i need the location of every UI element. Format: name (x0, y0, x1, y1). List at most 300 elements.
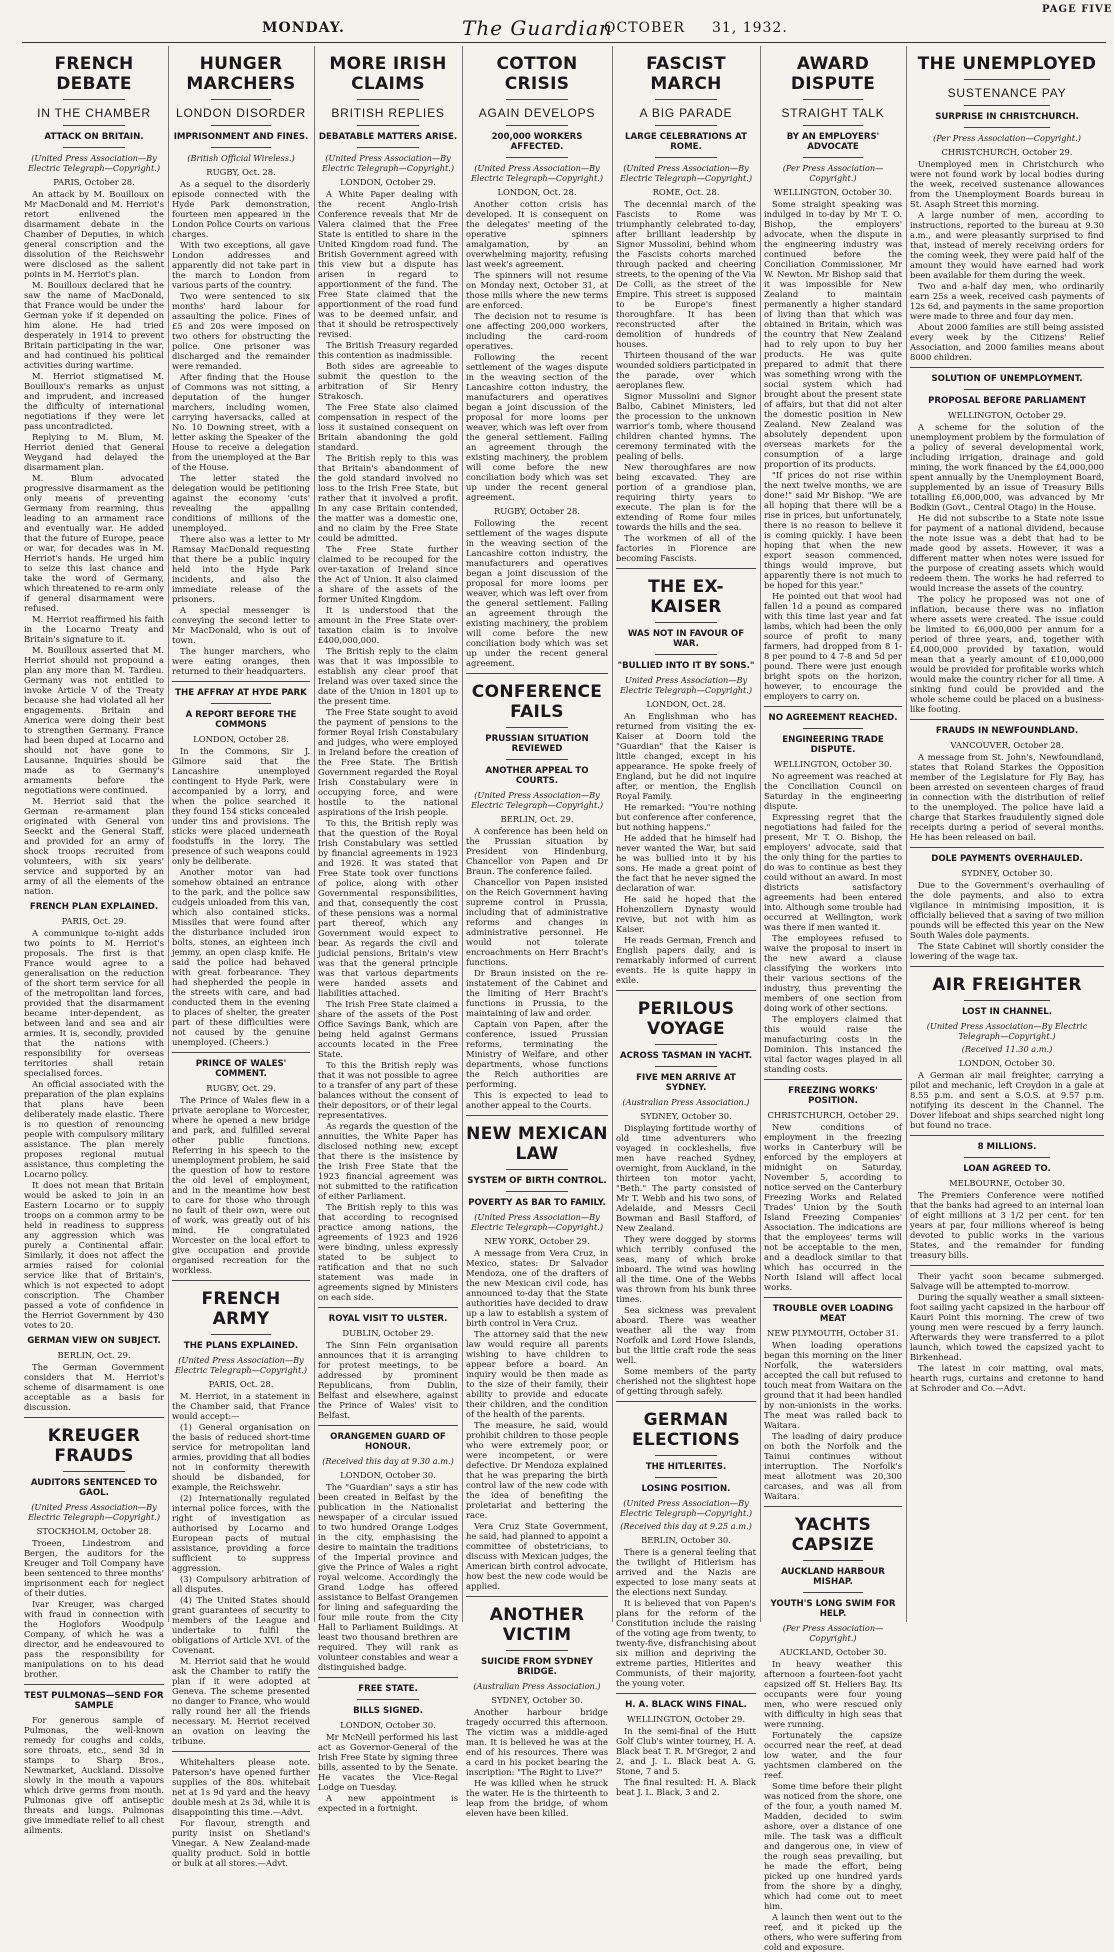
paragraph: The British reply to this was that Britain's abandonment of the gold standard involved no loss to the Irish Free State, but rather that it involved a profit. In any case Britain contended, the matter was a domestic one, and no claim by the Free State could be admitted. (318, 453, 458, 543)
byline: (United Press Association—By Electric Telegraph—Copyright.) (27, 153, 161, 173)
paragraph: As regards the question of the annuities, the White Paper has disclosed nothing new, except that there is the insistence by the Irish Free State that the 1923 financial agreement was not submitted to the ratification of either Parliament. (318, 1121, 458, 1201)
divider (211, 147, 272, 148)
section-heading: SOLUTION OF UNEMPLOYMENT. (931, 374, 1083, 384)
paragraph: M. Herriot stigmatised M. Bouilloux's remarks as unjust and imprudent, and increased the difficulty of international negotiations if they were let pass uncontradicted. (24, 371, 164, 431)
divider (466, 1115, 608, 1116)
section-heading: LOST IN CHANNEL. (961, 1007, 1053, 1017)
page-number: PAGE FIVE (1042, 4, 1113, 15)
paragraph: Whitehalters please note. Paterson's have opened further supplies of the 80s. whitebait net at 1s 9d yard and the heavy double mesh at 2s 3d, while it is disappointing this time.—Advt. (172, 1757, 310, 1817)
section-heading: ENGINEERING TRADE DISPUTE. (782, 735, 884, 755)
paragraph: In the semi-final of the Hutt Golf Club's winter tourney, H. A. Black beat T. R. M'Gregor, 2 and 2, and J. L. Black beat A. G. Stone, 7 and 5. (616, 1726, 756, 1776)
paragraph: Their yacht soon became submerged. Salvage will be attempted to-morrow. (910, 1271, 1104, 1291)
paragraph: Another harbour bridge tragedy occurred this afternoon. The victim was a middle-aged man. It is believed he was at the end of his resources. There was a card in his pocket bearing the inscription: "The Right to Live?" (466, 1707, 608, 1777)
paragraph: Some time before their plight was noticed from the shore, one of the four, a youth named M. Madden, decided to swim ashore, over a distance of one mile. The task was a difficult and dangerous one, in view of the rough seas prevailing, but he made the effort, being picked up one hundred yards from the shore by a dinghy, which had come out to meet him. (764, 1781, 902, 1911)
section-heading: THE AFFRAY AT HYDE PARK (175, 688, 307, 698)
paragraph: He did not subscribe to a State note issue for payment of a national dividend, because the note issue was a debt that had to be made good by assets. However, it was a different matter when notes were issued for the purpose of creating assets which would redeem them. The works he had referred to would increase the assets of the country. (910, 513, 1104, 593)
divider (172, 681, 310, 682)
paragraph: Mr McNeill performed his last act as Governor-General of the Irish Free State by signing three bills, assented to by the Senate. He vacates the Vice-Regal Lodge on Tuesday. (318, 1732, 458, 1792)
paragraph: Two and a-half day men, who ordinarily earn 25s a week, received cash payments of 12s 6d, and payments in the same proportion were made to three and four day men. (910, 281, 1104, 321)
section-heading: ACROSS TASMAN IN YACHT. (619, 1051, 753, 1061)
section-heading: DOLE PAYMENTS OVERHAULED. (931, 854, 1083, 864)
masthead-month: OCTOBER (604, 20, 686, 36)
paragraph: Following the recent settlement of the wages dispute in the weaving section of the Lancashire cotton industry, the manufacturers and operatives began a joint discussion of the proposal for more looms per weaver, which was left over from the general settlement. Failing an agreement through the existing machinery, the problem will come before the new conciliation body which was set up under the recent general agreement. (466, 518, 608, 668)
paragraph: In heavy weather this afternoon a fourteen-foot yacht capsized off St. Heliers Bay. Its occupants were four young men, who were rescued only with difficulty in high seas that were running. (764, 1659, 902, 1729)
paragraph: Expressing regret that the negotiations had failed for the present, Mr T. O. Bishop, the employers' advocate, said that the only thing for the parties to do was to continue as best they could without an award. In most districts satisfactory agreements had been entered into. Although some trouble had occurred at Wellington, work was there if men wanted it. (764, 812, 902, 932)
paragraph: An attack by M. Bouilloux on Mr MacDonald and M. Herriot's retort enlivened the disarmament debate in the Chamber of Deputies, in which general conscription and the dissolution of the Reichswehr were disclosed as the salient points in M. Herriot's plan. (24, 189, 164, 279)
paragraph: (2) Internationally regulated internal police forces, with the right of investigation as authorised by Locarno and European pacts of mutual assistance, providing a force sufficient to suppress aggression. (172, 1493, 310, 1573)
section-heading: THE PLANS EXPLAINED. (183, 1341, 299, 1351)
divider (655, 125, 717, 126)
divider (357, 125, 419, 126)
divider (318, 1425, 458, 1426)
section-heading: SUICIDE FROM SYDNEY BRIDGE. (480, 1657, 594, 1677)
paragraph: Signor Mussolini and Signor Balbo, Cabinet Ministers, led the procession to the unknown warrior's tomb, where thousand children chanted hymns. The ceremony terminated with the pealing of bells. (616, 391, 756, 461)
section-heading: FRAUDS IN NEWFOUNDLAND. (935, 726, 1079, 736)
column-4 (466, 46, 608, 1818)
subheadline: LONDON DISORDER (175, 106, 306, 120)
dateline: DUBLIN, October 29. (342, 1328, 434, 1338)
paragraph: It is believed that von Papen's plans for the reform of the Constitution include the raising of the voting age from twenty, to twenty-five, disfranchising about six million and depriving the extreme parties, Hitlerites and Communists, of their majority, the young voter. (616, 1598, 756, 1688)
divider (655, 1477, 717, 1478)
paragraph: For flavour, strength and purity insist on Shetland's Vinegar. A New Zealand-made quality product. Sold in bottle or bulk at all stores.—Advt. (172, 1818, 310, 1868)
divider (63, 147, 125, 148)
section-heading: SURPRISE IN CHRISTCHURCH. (935, 112, 1079, 122)
dateline: ROME, Oct. 28. (652, 187, 720, 197)
section-heading: LOSING POSITION. (641, 1484, 731, 1494)
byline: (Per Press Association—Copyright.) (933, 133, 1081, 143)
section-heading: PRUSSIAN SITUATION REVIEWED (485, 734, 589, 754)
paragraph: New conditions of employment in the freezing works in Canterbury will be enforced by the employers at midnight on Saturday, November 5, according to notice served on the Canterbury Freezing Works and Related Trades' Union by the South Island Freezing Companies' Association. The indications are that the employees' terms will not be acceptable to the men, and a deadlock similar to that which has occurred in the North Island will affect local works. (764, 1122, 902, 1292)
byline: (United Press Association—By Electric Telegraph—Copyright.) (470, 163, 604, 183)
section-heading: TROUBLE OVER LOADING MEAT (772, 1304, 894, 1324)
paragraph: M. Herriot said that he would ask the Chamber to ratify the plan if it were adopted at Geneva. The scheme presented no danger to France, who would rally round her all the friends necessary. M. Herriot received an ovation on leaving the tribune. (172, 1656, 310, 1746)
section-heading: AUCKLAND HARBOUR MISHAP. (781, 1567, 885, 1587)
section-heading: IMPRISONMENT AND FINES. (173, 132, 309, 142)
paragraph: A White Paper dealing with the recent Anglo-Irish Conference reveals that Mr de Valera claimed that the Free State is entitled to share in the United Kingdom road fund. The British Government agreed with this view but a dispute has arisen in regard to apportionment of the fund. The Free State claimed that the apportionment of the road fund was to be deemed unfair, and that it should be retrospectively revised. (318, 189, 458, 339)
divider (63, 1471, 125, 1472)
paragraph: A German air mail freighter, carrying a pilot and mechanic, left Croydon in a gale at 8.55 p.m. and sent a S.O.S. at 9.57 p.m. notifying its descent in the Channel. The Dover lifeboat and ships searched night long but found no trace. (910, 1070, 1104, 1130)
paragraph: The Irish Free State claimed a share of the assets of the Post Office Savings Bank, which are being held against Germans accounts located in the Free State. (318, 999, 458, 1059)
divider (910, 1135, 1104, 1136)
dateline: NEW PLYMOUTH, October 31. (767, 1328, 899, 1338)
section-heading: NO AGREEMENT REACHED. (768, 713, 898, 723)
paragraph: To this, the British reply was that the question of the Royal Irish Constabulary was settled by financial agreements in 1923 and 1926. It was stated that Free State took over functions of police, along with other Governmental responsibilities, and that, consequently the cost of these pensions was a normal part thereof, which any Government would expect to bear. As regards the civil and judicial pensions, Britain's view was that the general principle was that various departments were handed assets and liabilities attached. (318, 818, 458, 998)
divider (211, 125, 272, 126)
byline: (Australian Press Association.) (622, 1097, 750, 1107)
section-heading: 8 MILLIONS. (977, 1142, 1037, 1152)
divider (616, 568, 756, 569)
divider (63, 99, 125, 100)
paragraph: The decennial march of the Fascists to Rome was triumphantly celebrated to-day, after brilliant leadership by Signor Mussolini, behind whom the Fascists cohorts marched through packed and cheering streets, to the opening of the Via De Colli, as the street of the Empire. This street is supposed to be Europe's finest thoroughfare. It has been reconstructed after the demolition of hundreds of houses. (616, 199, 756, 349)
paragraph: He added that he himself had never wanted the War, but said he was bullied into it by his sons. He made a great point of the fact that he never signed the declaration of war. (616, 833, 756, 893)
divider (655, 157, 717, 158)
paragraph: Both sides are agreeable to submit the question to the arbitration of Sir Henry Strakosch. (318, 361, 458, 401)
divider (803, 728, 864, 729)
byline: (Per Press Association—Copyright.) (782, 163, 884, 183)
divider (803, 1592, 864, 1593)
dateline: WELLINGTON, October 30. (773, 759, 892, 769)
byline: (United Press Association—By Electric Telegraph—Copyright.) (619, 1498, 753, 1518)
section-heading: YOUTH'S LONG SWIM FOR HELP. (770, 1599, 896, 1619)
newspaper-title: The Guardian (462, 16, 613, 40)
section-heading: LOAN AGREED TO. (963, 1164, 1051, 1174)
byline: (United Press Association—By Electric Telegraph—Copyright.) (321, 153, 455, 173)
paragraph: Some straight speaking was indulged in to-day by Mr T. O. Bishop, the employers' advocate, when the dispute in the engineering industry was continued before the Conciliation Commissioner, Mr W. Newton. Mr Bishop said that it was impossible for New Zealand to maintain permanently a higher standard of living than that which was obtained in Britain, which was the country that New Zealand had to rely upon to buy her products. He was quite prepared to admit that there was something wrong with the social system which had brought about the present state of affairs, but that did not alter the domestic position in New Zealand. New Zealand was absolutely dependent upon overseas markets for the consumption of a large proportion of its products. (764, 199, 902, 469)
byline: (British Official Wireless.) (187, 153, 295, 163)
headline: AWARD DISPUTE (790, 54, 876, 94)
dateline: SYDNEY, October 30. (640, 1111, 732, 1121)
divider (466, 673, 608, 674)
paragraph: M. Herriot, in a statement in the Chamber said, that France would accept:— (172, 1391, 310, 1421)
dateline: LONDON, October 29. (340, 177, 436, 187)
paragraph: Displaying fortitude worthy of old time adventurers who voyaged in cockleshells, five men have reached Sydney, overnight, from Auckland, in the thirteen ton motor yacht, "Beth." The party consisted of Mr T. Webb and his two sons, of Adelaide, and Messrs Cecil Bowman and Basil Stafford, of New Zealand. (616, 1123, 756, 1233)
paragraph: A launch then went out to the reef, and it picked up the others, who were suffering from cold and exposure. (764, 1912, 902, 1952)
byline: (United Press Association—By Electric Telegraph—Copyright.) (470, 1212, 604, 1232)
paragraph: He reads German, French and English papers daily, and is remarkably informed of current events. He is quite happy in exile. (616, 935, 756, 985)
section-heading: TEST PULMONAS—SEND FOR SAMPLE (24, 1691, 164, 1711)
paragraph: A message from St. John's, Newfoundland, states that Roland Starkes the Opposition member of the Legislature for Fly Bay, has been arrested on seventeen charges of fraud in connection with the distribution of relief to the unemployed. The police have laid a charge that Starkes fraudulently signed dole receipts during a period of several months. He has been released on bail. (910, 752, 1104, 842)
column-5 (616, 46, 756, 1797)
divider (910, 719, 1104, 720)
paragraph: He pointed out that wool had fallen 1d a pound as compared with this time last year and fat lambs, which had been the only source of profit to many farmers, had dropped from 8 1-8 per pound to 4 7-8 and 5d per pound. There were just enough bright spots on the horizon, however, to encourage the employers to carry on. (764, 591, 902, 701)
paragraph: The British Treasury regarded this contention as inadmissible. (318, 340, 458, 360)
paragraph: The attorney said that the new law would require all parents wishing to have children to appear before a board. An inquiry would be then made as to the size of their family, their ability to provide and educate their children, and the condition of the health of the parents. (466, 1329, 608, 1419)
headline: FRENCH DEBATE (54, 54, 134, 94)
paragraph: To this the British reply was that it was not possible to agree to a transfer of any part of these balances without the consent of their depositors, or of their legal representatives. (318, 1060, 458, 1120)
divider (803, 99, 864, 100)
section-heading: POVERTY AS BAR TO FAMILY. (468, 1198, 606, 1208)
divider (910, 847, 1104, 848)
paragraph: No agreement was reached at the Conciliation Council on Saturday in the engineering dispute. (764, 771, 902, 811)
section-heading: H. A. BLACK WINS FINAL. (625, 1700, 747, 1710)
divider (616, 990, 756, 991)
divider (655, 622, 717, 623)
headline: HUNGER MARCHERS (186, 54, 296, 94)
section-heading: PRINCE OF WALES' COMMENT. (195, 1059, 287, 1079)
divider (506, 1191, 568, 1192)
divider (211, 1334, 272, 1335)
section-heading: PROPOSAL BEFORE PARLIAMENT (928, 396, 1086, 406)
section-heading: DEBATABLE MATTERS ARISE. (318, 132, 458, 142)
divider (655, 1455, 717, 1456)
headline: MORE IRISH CLAIMS (329, 54, 447, 94)
paragraph: Another motor van had somehow obtained an entrance to the park, and the police saw cudgels unloaded from this van, which also contained sticks. Missiles that were found after the disturbance included iron bolts, stones, an eighteen inch jemmy, an open clasp knife. He said the police had behaved with great forbearance. They had shepherded the people in the streets with care, and had conducted them in the evening to places of shelter, the greater part of these difficulties were not caused by the genuine unemployed. (Cheers.) (172, 867, 310, 1047)
paragraph: Some members of the party cherished not the slightest hope of getting through safely. (616, 1366, 756, 1396)
paragraph: Chancellor von Papen insisted on the Reich Government having supreme control in Prussia, including that of administrative reforms and changes in administrative personnel. He would not tolerate encroachments on Herr Bracht's functions. (466, 877, 608, 967)
dateline: LONDON, October 30. (340, 1720, 436, 1730)
byline: (Received 11.30 a.m.) (961, 1044, 1053, 1054)
headline: FASCIST MARCH (646, 54, 726, 94)
section-heading: 200,000 WORKERS AFFECTED. (491, 132, 583, 152)
paragraph: Due to the Government's overhauling of the dole payments, and also to extra vigilance in minimising imposition, it is officially believed that a saving of two million pounds will be effected this year on the New South Wales dole payments. (910, 880, 1104, 940)
paragraph: There is a general feeling that the twilight of Hitlerism has arrived and the Nazis are expected to lose many seats at the elections next Sunday. (616, 1547, 756, 1597)
paragraph: A scheme for the solution of the unemployment problem by the formulation of a policy of several developmental work, including irrigation, drainage and gold mining, the work financed by the £4,000,000 spent annually by the Unemployment Board, supplemented by an issue of Treasury Bills totalling £6,000,000, was advanced by Mr Bodkin (Govt., Central Otago) in the House. (910, 422, 1104, 512)
paragraph: The British reply to the claim was that it was impossible to establish any clear proof that Ireland was over taxed since the date of the Union in 1801 up to the present time. (318, 646, 458, 706)
section-heading: ROYAL VISIT TO ULSTER. (328, 1314, 448, 1324)
paragraph: A large number of men, according to instructions, reported to the bureau at 9.30 a.m., and were pleasantly surprised to find that, instead of merely receiving orders for the coming week, they were paid half of the amount they would have earned had work been available for them during the week. (910, 210, 1104, 280)
masthead-date: 31, 1932. (712, 20, 788, 36)
paragraph: For generous sample of Pulmonas, the well-known remedy for coughs and colds, sore throats, etc., send 3d in stamps to Sharp Bros., Newmarket, Auckland. Dissolve slowly in the mouth a vapours which drive germs from mouth. Pulmonas give off antiseptic threats and lungs. Pulmonas give immediate relief to all chest ailments. (24, 1715, 164, 1835)
dateline: LONDON, October 30. (340, 1470, 436, 1480)
paragraph: An official associated with the preparation of the plan explains that plans have been deliberately made elastic. There is no question of renouncing people with compulsory military assistance. The plan merely proposes regional mutual assistance, thus completing the Locarno policy. (24, 1079, 164, 1179)
dateline: BERLIN, Oct. 29. (500, 814, 574, 824)
paragraph: Captain von Papen, after the conference, issued Prussian reforms, terminating the Ministry of Welfare, and other departments, whose functions the Reich authorities are performing. (466, 1019, 608, 1089)
paragraph: A new appointment is expected in a fortnight. (318, 1793, 458, 1813)
dateline: MELBOURNE, October 30. (949, 1178, 1065, 1188)
paragraph: Replying to M. Blum, M. Herriot denied that General Weygand had delayed the disarmament plan. (24, 432, 164, 472)
column-7 (910, 46, 1104, 1622)
paragraph: The decision not to resume is one affecting 200,000 workers, including the card-room operatives. (466, 311, 608, 351)
paragraph: The letter stated the delegation would be petitioning against the economy 'cuts' revealing the appalling conditions of millions of the unemployed. (172, 473, 310, 533)
divider (506, 157, 568, 158)
divider (616, 1693, 756, 1694)
paragraph: The measure, he said, would prohibit children to those people who were extremely poor, or were incompetent, or were defective. Dr Mendoza explained that he was preparing the birth control law of the new code with the idea of benefiting the proletariat and bettering the race. (466, 1420, 608, 1520)
section-heading: BILLS SIGNED. (353, 1706, 423, 1716)
paragraph: "If prices do not rise within the next twelve months, we are done!" said Mr Bishop. "We are all hoping that there will be a rise in prices, but unfortunately, there is no reason to believe it is coming quickly. I have been hoping that when the new export season commenced, things would improve, but apparently there is not much to be hoped for this year." (764, 470, 902, 590)
paragraph: Dr Braun insisted on the re-instatement of the Cabinet and the limiting of Herr Bracht's functions in Prussia, to the maintaining of law and order. (466, 968, 608, 1018)
paragraph: (4) The United States should grant guarantees of security to members of the League and undertake to fulfil the obligations of Article XVI. of the Covenant. (172, 1595, 310, 1655)
section-heading: A REPORT BEFORE THE COMMONS (185, 710, 297, 730)
paragraph: Thirteen thousand of the war wounded soldiers participated in the parade, over which aeroplanes flew. (616, 350, 756, 390)
section-heading: AUDITORS SENTENCED TO GAOL. (30, 1478, 158, 1498)
section-heading: WAS NOT IN FAVOUR OF WAR. (627, 629, 745, 649)
masthead-day: MONDAY. (262, 20, 345, 36)
headline: GERMAN ELECTIONS (631, 1410, 741, 1450)
paragraph: There also was a letter to Mr Ramsay MacDonald requesting that there be a public inquiry held into the Hyde Park incidents, and also the immediate release of the prisoners. (172, 534, 310, 604)
paragraph: Following the recent settlement of the wages dispute in the weaving section of the Lancashire cotton industry, the manufacturers and operatives began a joint discussion of the proposal for more looms per weaver, which was left over from the general settlement. Failing an agreement through the existing machinery, the problem will come before the new conciliation body which was set up under the recent general agreement. (466, 352, 608, 502)
paragraph: He remarked: "You're nothing but conference after conference, but nothing happens." (616, 802, 756, 832)
paragraph: (1) General organisation on the basis of reduced short-time service for metropolitan land armies, providing that all bodies not in conformity therewith should be disbanded, for example, the Reichswehr. (172, 1422, 310, 1492)
divider (211, 703, 272, 704)
paragraph: The Free State sought to avoid the payment of pensions to the former Royal Irish Constabulary and judges, who were employed in Ireland before the creation of the Free State. The British Government regarded the Royal Irish Constabulary were in occupying force, and were hostile to the national aspirations of the Irish people. (318, 707, 458, 817)
paragraph: It does not mean that Britain would be asked to join in an Eastern Locarno or to supply troops on a common army to be held in readiness to suppress any aggression which was purely a Continental affair. Similarly, it does not affect the armies raised for colonial service like that of Britain's, which is not expected to adopt conscription. The Chamber passed a vote of confidence in the Herriot Government by 430 votes to 20. (24, 1180, 164, 1330)
paragraph: Unemployed men in Christchurch who were not found work by local bodies during the week, received sustenance allowances from the Unemployment Boards bureau in St. Asaph Street this morning. (910, 159, 1104, 209)
paragraph: He was killed when he struck the water. He is the thirteenth to leap from the bridge, of whom eleven have been killed. (466, 1778, 608, 1818)
section-heading: FRENCH PLAN EXPLAINED. (29, 902, 159, 912)
dateline: LONDON, October 28. (193, 734, 289, 744)
headline: NEW MEXICAN LAW (466, 1124, 608, 1164)
column-6 (764, 46, 902, 1952)
divider (506, 727, 568, 728)
divider (172, 1751, 310, 1752)
section-heading: ATTACK ON BRITAIN. (44, 132, 144, 142)
divider (506, 1169, 568, 1170)
divider (910, 966, 1104, 967)
paragraph: When loading operations began this morning on the liner Norfolk, the watersiders accepted the call but refused to touch meat from Waitara on the ground that it had been handled by non-unionists in the works. The meat was railed back to Waitara. (764, 1340, 902, 1430)
divider (172, 1280, 310, 1281)
divider (964, 389, 1049, 390)
dateline: WELLINGTON, October 30. (773, 187, 892, 197)
dateline: LONDON, October 30. (959, 1058, 1055, 1068)
headline: AIR FREIGHTER (932, 975, 1082, 995)
paragraph: Sea sickness was prevalent aboard. There was weather weather all the way from Norfolk and Lord Howe Islands, but the little craft rode the seas well. (616, 1305, 756, 1365)
column-divider (906, 46, 907, 1622)
divider (318, 1307, 458, 1308)
paragraph: The workmen of all of the factories in Florence are becoming Fascists. (616, 533, 756, 563)
paragraph: M. Herriot said that the German re-armament plan originated with General von Seeckt and the General Staff, and provided for an army of shock troops recruited from volunteers, with six years' service and supported by an army of all the elements of the nation. (24, 796, 164, 896)
dateline: BERLIN, Oct. 29. (57, 1350, 131, 1360)
dateline: NEW YORK, October 29. (484, 1236, 590, 1246)
divider (803, 125, 864, 126)
byline: (United Press Association—By Electric Telegraph—Copyright.) (174, 1355, 308, 1375)
headline: ANOTHER VICTIM (489, 1605, 585, 1645)
byline: (Australian Press Association.) (473, 1681, 601, 1691)
paragraph: M. Bouilloux declared that he saw the name of MacDonald, that France would be under the German yoke if it depended on him alone. He had tried desperately in 1914 to prevent Britain participating in the war, and had continued his political activities during wartime. (24, 280, 164, 370)
column-divider (462, 46, 463, 1622)
paragraph: A conference has been held on the Prussian situation by President von Hindenburg, Chancellor von Papen and Dr Braun. The conference failed. (466, 826, 608, 876)
divider (964, 79, 1049, 80)
paragraph: A special messenger is conveying the second letter to Mr MacDonald, who is out of town. (172, 605, 310, 645)
paragraph: (3) Compulsory arbitration of all disputes. (172, 1574, 310, 1594)
paragraph: About 2000 families are still being assisted every week by the Citizens' Relief Association, and 2000 families means about 8000 children. (910, 322, 1104, 362)
dateline: RUGBY, Oct. 29. (206, 1083, 276, 1093)
paragraph: Vera Cruz State Government, he said, had planned to appoint a committee of obstetricians, to discuss with Mexican judges, the American birth control advocate, how best the new code would be applied. (466, 1521, 608, 1591)
dateline: BERLIN, October 30. (641, 1535, 731, 1545)
paragraph: The hunger marchers, who were eating oranges, then returned to their headquarters. (172, 646, 310, 676)
section-heading: FREEZING WORKS' POSITION. (788, 1086, 878, 1106)
paragraph: The spinners will not resume on Monday next, October 31, at those mills where the new terms are enforced. (466, 270, 608, 310)
dateline: CHRISTCHURCH, October 29. (767, 1110, 899, 1120)
section-heading: BY AN EMPLOYERS' ADVOCATE (786, 132, 880, 152)
dateline: CHRISTCHURCH, October 29. (941, 147, 1073, 157)
paragraph: A communique to-night adds two points to M. Herriot's proposals. The first is that France would agree to a generalisation on the reduction of the short term service for all of the metropolitan land forces, provided that the disarmament became inter-dependent, as between land and sea and air armies. It is, secondly, provided that the nations with responsibility for overseas territories shall retain specialised forces. (24, 928, 164, 1078)
divider (655, 1044, 717, 1045)
byline: (Received this day at 9.30 a.m.) (322, 1456, 454, 1466)
divider (357, 147, 419, 148)
paragraph: It is understood that the amount in the Free State over-taxation claim is to involve £400,000,000. (318, 605, 458, 645)
paragraph: The German Government considers that M. Herriot's scheme of disarmament is one acceptable as a basis for discussion. (24, 1362, 164, 1412)
paragraph: M. Herriot reaffirmed his faith in the Locarno Treaty and Britain's signature to it. (24, 614, 164, 644)
paragraph: The Free State also claimed compensation in respect of the loss it sustained consequent on Britain abandoning the gold standard. (318, 402, 458, 452)
divider (24, 1417, 164, 1418)
dateline: AUCKLAND, October 30. (779, 1647, 887, 1657)
dateline: PARIS, Oct. 28. (208, 1379, 274, 1389)
divider (655, 99, 717, 100)
paragraph: This is expected to lead to another appeal to the Courts. (466, 1090, 608, 1110)
dateline: PARIS, Oct. 29. (61, 916, 127, 926)
divider (466, 1596, 608, 1597)
divider (764, 1079, 902, 1080)
byline: (United Press Association—By Electric Telegraph—Copyright.) (926, 1021, 1088, 1041)
divider (318, 1677, 458, 1678)
dateline: LONDON, Oct. 28. (497, 187, 577, 197)
dateline: PARIS, October 28. (53, 177, 135, 187)
headline: THE UNEMPLOYED (917, 54, 1097, 74)
subheadline: IN THE CHAMBER (37, 106, 151, 120)
masthead (0, 0, 1114, 44)
paragraph: They were dogged by storms which terribly confused the seas, many of which broke inboard. The wind was howling all the time. One of the Webbs was thrown from his bunk three times. (616, 1234, 756, 1304)
paragraph: The "Guardian" says a stir has been created in Belfast by the publication in the Nationalist newspaper of a circular issued to two hundred Orange Lodges in the city, emphasising the desire to maintain the traditions of the Imperial province and give the Prince of Wales a right royal welcome. Accordingly the Grand Lodge has offered assistance to Belfast Orangemen for lining and safeguarding the four mile route from the City Hall to Parliament Buildings. At least two thousand brethren are required. They will rank as volunteer constables and wear a distinguished badge. (318, 1482, 458, 1672)
section-heading: "BULLIED INTO IT BY SONS." (617, 661, 755, 671)
paragraph: During the squally weather a small sixteen-foot sailing yacht capsized in the harbour off Kauri Point this morning. The crew of two young men were rescued by a ferry launch. Afterwards they were transferred to a pilot launch, which towed the capsized yacht to Birkenhead. (910, 1292, 1104, 1362)
divider (803, 157, 864, 158)
dateline: SYDNEY, October 30. (491, 1695, 583, 1705)
divider (506, 1650, 568, 1651)
dateline: RUGBY, October 28. (493, 506, 581, 516)
section-heading: FREE STATE. (358, 1684, 418, 1694)
divider (964, 1000, 1049, 1001)
divider (357, 1699, 419, 1700)
paragraph: The latest in coir matting, oval mats, hearth rugs, curtains and cretonne to hand at Schroder and Co.—Advt. (910, 1363, 1104, 1393)
paragraph: New thoroughfares are now being excavated. They are portion of a grandiose plan, requiring thirty years to execute. The plan is for the extending of Rome four miles towards the hills and the sea. (616, 462, 756, 532)
paragraph: The loading of dairy produce on both the Norfolk and the Tainui continues without interruption. The Norfolk's meat allotment was 20,300 carcases, and was all from Waitara. (764, 1431, 902, 1501)
paragraph: Fortunately the capsize occurred near the reef, at dead low water, and the four yachtsmen clambered on the reef. (764, 1730, 902, 1780)
divider (910, 367, 1104, 368)
headline: CONFERENCE FAILS (471, 682, 603, 722)
paragraph: The employers claimed that this would raise the manufacturing costs in the Dominion. This instanced the vital factor wages played in all standing costs. (764, 1014, 902, 1074)
masthead-rule (22, 42, 1106, 43)
subheadline: A BIG PARADE (639, 106, 733, 120)
divider (63, 125, 125, 126)
section-heading: GERMAN VIEW ON SUBJECT. (27, 1336, 161, 1346)
divider (172, 1052, 310, 1053)
divider (506, 759, 568, 760)
dateline: WELLINGTON, October 29. (947, 410, 1066, 420)
paragraph: The Sinn Fein organisation announces that it is arranging for protest meetings, to be addressed by prominent Republicans, from Dublin, Belfast and elsewhere, against the Prince of Wales' visit to Belfast. (318, 1340, 458, 1420)
section-heading: SYSTEM OF BIRTH CONTROL. (467, 1176, 607, 1186)
divider (764, 1506, 902, 1507)
column-divider (168, 46, 169, 1622)
section-heading: LARGE CELEBRATIONS AT ROME. (625, 132, 747, 152)
divider (24, 1684, 164, 1685)
divider (655, 1066, 717, 1067)
divider (357, 99, 419, 100)
column-divider (314, 46, 315, 1622)
paragraph: Another cotton crisis has developed. It is consequent on the delegates' meeting of the operative spinners amalgamation, by an overwhelming majority, refusing last week's agreement. (466, 199, 608, 269)
section-heading: ORANGEMEN GUARD OF HONOUR. (330, 1432, 446, 1452)
divider (764, 706, 902, 707)
paragraph: The Free State further claimed to be recouped for the over-taxation of Ireland since the Act of Union. It also claimed a share of the assets of the former United Kingdom. (318, 544, 458, 604)
paragraph: M. Blum advocated progressive disarmament as the only means of preventing Germany from rearming, thus leading to an armament race and eventually war. He added that the future of Europe, peace or war, for decades was in M. Herriot's hands. He urged him to seize this last chance and take the word of Germany, which threatened to re-arm only if general disarmament were refused. (24, 473, 164, 613)
divider (803, 1560, 864, 1561)
divider (910, 1265, 1104, 1266)
byline: (United Press Association—By Electric Telegraph—Copyright.) (619, 163, 753, 183)
paragraph: In the Commons, Sir J. Gilmore said that the Lancashire unemployed contingent to Hyde Park, were accompanied by a lorry, and when the police searched it they found 154 sticks concealed under tins and provisions. The sticks were placed underneath foodstuffs in the lorry. The presence of such weapons could only be deliberate. (172, 746, 310, 866)
dateline: LONDON, Oct. 28. (646, 699, 726, 709)
byline: United Press Association—By Electric Telegraph—Copyright.) (619, 675, 753, 695)
divider (964, 1157, 1049, 1158)
headline: PERILOUS VOYAGE (637, 999, 735, 1039)
byline: (United Press Association—By Electric Telegraph—Copyright.) (470, 790, 604, 810)
byline: (United Press Association—By Electric Telegraph—Copyright.) (27, 1502, 161, 1522)
section-heading: ANOTHER APPEAL TO COURTS. (485, 766, 589, 786)
paragraph: As a sequel to the disorderly episode connected with the Hyde Park demonstration, fourteen men appeared in the London Police Courts on various charges. (172, 179, 310, 239)
divider (506, 99, 568, 100)
paragraph: An Englishman who has returned from visiting the ex-Kaiser at Doorn told the "Guardian" that the Kaiser is little changed, except in his appearance. He spoke freely of England, but he did not inquire after, or mention, the English Royal Family. (616, 711, 756, 801)
subheadline: STRAIGHT TALK (781, 106, 885, 120)
column-2 (172, 46, 310, 1868)
dateline: WELLINGTON, October 29. (626, 1714, 745, 1724)
dateline: SYDNEY, October 30. (961, 868, 1053, 878)
dateline: STOCKHOLM, October 28. (36, 1526, 152, 1536)
dateline: RUGBY, Oct. 28. (206, 167, 276, 177)
section-heading: FIVE MEN ARRIVE AT SYDNEY. (636, 1073, 736, 1093)
paragraph: Two were sentenced to six months' hard labour for assaulting the police. Fines of £5 and 20s were imposed on two others for obstructing the police. One prisoner was discharged and the remainder were remanded. (172, 291, 310, 371)
paragraph: The final resulted: H. A. Black beat J. L. Black, 3 and 2. (616, 1777, 756, 1797)
divider (964, 127, 1049, 128)
paragraph: After finding that the House of Commons was not sitting, a deputation of the hunger marchers, including women, carrying haversacks, called at No. 10 Downing street, with a letter asking the Speaker of the House to receive a delegation from the unemployed at the Bar of the House. (172, 372, 310, 472)
column-divider (760, 46, 761, 1622)
paragraph: A message from Vera Cruz, in Mexico, states: Dr Salvador Mendoza, one of the drafters of the new Mexican civil code, has announced to-day that the State authorities have decided to draw up a law to establish a system of birth control in Vera Cruz. (466, 1248, 608, 1328)
byline: (Received this day at 9.25 a.m.) (620, 1521, 752, 1531)
divider (506, 125, 568, 126)
paragraph: He said he hoped that the Hohenzollern Dynasty would revive, but not with him as Kaiser. (616, 894, 756, 934)
dateline: VANCOUVER, October 28. (950, 740, 1064, 750)
divider (655, 654, 717, 655)
headline: COTTON CRISIS (496, 54, 578, 94)
headline: YACHTS CAPSIZE (791, 1515, 875, 1555)
paragraph: The State Cabinet will shortly consider the lowering of the wage tax. (910, 941, 1104, 961)
